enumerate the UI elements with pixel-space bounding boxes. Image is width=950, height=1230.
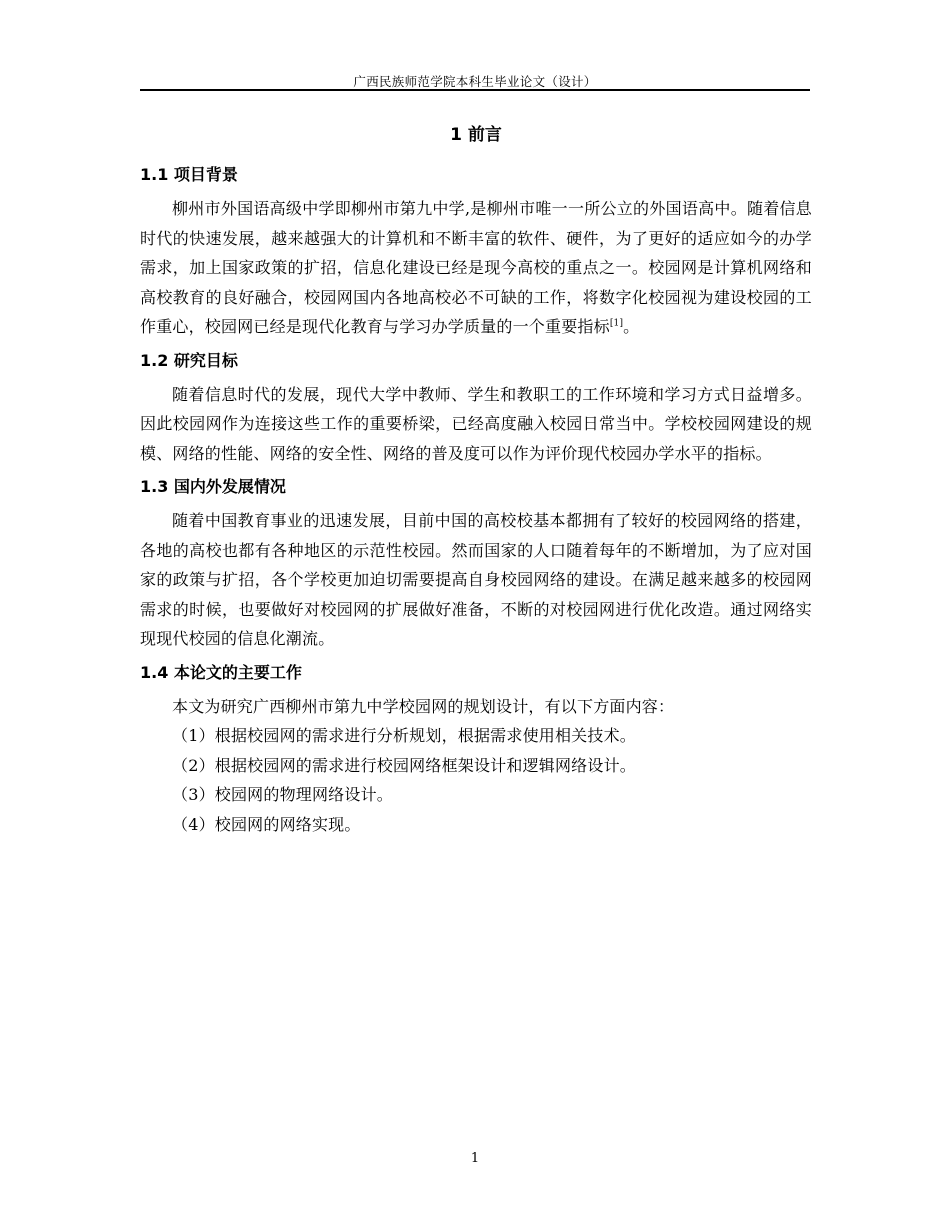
section-project-background [140,162,812,342]
running-header: 广西民族师范学院本科生毕业论文（设计） [353,74,597,89]
section-paragraph: 随着中国教育事业的迅速发展，目前中国的高校校基本都拥有了较好的校园网络的搭建，各地的高校也都有各种地区的示范性校园。然而国家的人口随着每年的不断增加，为了应对国家的政策与扩招，各个学校更加迫切需要提高自身校园网络的建设。在满足越来越多的校园网需求的时候，也要做好对校园网的扩展做好准备，不断的对校园网进行优化改造。通过网络实现现代校园的信息化潮流。 [140,511,812,648]
section-development-status [140,474,812,654]
work-list [140,721,812,839]
list-item: （3）校园网的物理网络设计。 [172,785,393,804]
list-item: （4）校园网的网络实现。 [172,814,361,834]
paragraph-text: 柳州市外国语高级中学即柳州市第九中学,是柳州市唯一一所公立的外国语高中。随着信息时代的快速发展，越来越强大的计算机和不断丰富的软件、硬件，为了更好的适应如今的办学需求，加上国家政策的扩招，信息化建设已经是现今高校的重点之一。校园网是计算机网络和高校教育的良好融合，校园网国内各地高校必不可缺的工作，将数字化校园视为建设校园的工作重心，校园网已经是现代化教育与学习办学质量的一个重要指标 [140,199,812,336]
section-heading: 1.2 研究目标 [140,350,238,370]
page-number: 1 [470,1151,480,1166]
section-paragraph: 本文为研究广西柳州市第九中学校园网的规划设计，有以下方面内容： [172,696,675,716]
citation-marker: [1] [609,318,624,329]
section-paragraph: 随着信息时代的发展，现代大学中教师、学生和教职工的工作环境和学习方式日益增多。因此校园网作为连接这些工作的重要桥梁，已经高度融入校园日常当中。学校校园网建设的规模、网络的性能、网络的安全性、网络的普及度可以作为评价现代校园办学水平的指标。 [140,384,812,463]
section-heading: 1.3 国内外发展情况 [140,477,286,496]
list-item: （1）根据校园网的需求进行分析规划，根据需求使用相关技术。 [172,726,636,745]
page-body [140,118,812,839]
section-main-work [140,660,812,840]
list-item: （2）根据校园网的需求进行校园网络框架设计和逻辑网络设计。 [172,755,636,775]
section-research-goals [140,348,812,469]
paragraph-end: 。 [623,317,640,336]
header-rule [140,89,810,91]
chapter-title: 1 前言 [450,125,502,145]
section-paragraph [140,194,812,342]
section-heading: 1.1 项目背景 [140,165,238,184]
section-heading: 1.4 本论文的主要工作 [140,662,302,682]
